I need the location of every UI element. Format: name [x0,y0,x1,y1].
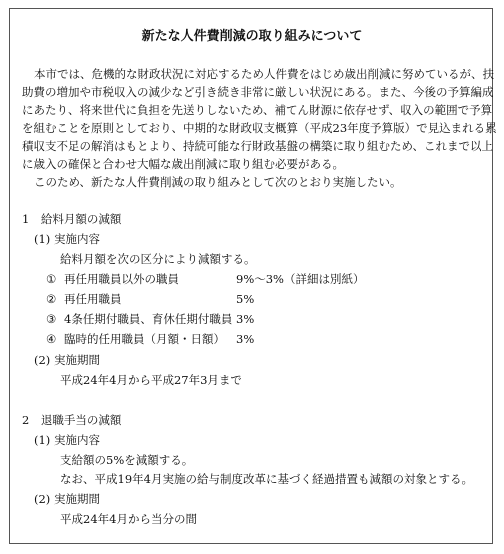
section2-sub1-note: なお、平成19年4月実施の給与制度改革に基づく経過措置も減額の対象とする。 [60,472,473,486]
item-number: ① [46,272,57,286]
section1-sub1-heading: (1) 実施内容 [34,232,100,246]
item-label: 再任用職員 [64,292,122,306]
item-label: 4条任期付職員、育休任期付職員 [64,312,233,326]
item-number: ④ [46,332,57,346]
intro-line-1: 本市では、危機的な財政状況に対応するため人件費をはじめ歳出削減に努めているが、扶 [34,67,494,81]
section2-sub1-heading: (1) 実施内容 [34,433,100,447]
intro-line-4: を組むことを原則としており、中期的な財政収支概算（平成23年度予算版）で見込まれる累 [22,121,497,135]
intro-line-6: に歳入の確保と合わせ大幅な歳出削減に取り組む必要がある。 [22,157,344,171]
intro-line-2: 助費の増加や市税収入の減少など引き続き非常に厳しい状況にある。また、今後の予算編成 [22,85,494,99]
section2-heading: 2 退職手当の減額 [22,413,122,427]
item-label: 再任用職員以外の職員 [64,272,179,286]
section2-sub2-text: 平成24年4月から当分の間 [60,512,197,526]
section2-sub1-text: 支給額の5%を減額する。 [60,453,194,467]
item-label: 臨時的任用職員（月額・日額） [64,332,225,346]
section1-sub2-text: 平成24年4月から平成27年3月まで [60,373,242,387]
item-value: 9%～3%（詳細は別紙） [236,272,365,286]
section1-heading: 1 給料月額の減額 [22,212,122,226]
intro-line-5: 積収支不足の解消はもとより、持続可能な行財政基盤の構築に取り組むため、これまで以上 [22,139,494,153]
document-title: 新たな人件費削減の取り組みについて [141,29,363,44]
item-value: 3% [236,332,255,346]
item-number: ② [46,292,57,306]
intro-line-7: このため、新たな人件費削減の取り組みとして次のとおり実施したい。 [34,175,402,189]
intro-line-3: にあたり、将来世代に負担を先送りしないため、補てん財源に依存せず、収入の範囲で予算 [22,103,493,117]
section1-sub2-heading: (2) 実施期間 [34,353,100,367]
item-value: 3% [236,312,255,326]
item-value: 5% [236,292,255,306]
section2-sub2-heading: (2) 実施期間 [34,492,100,506]
section1-sub1-text: 給料月額を次の区分により減額する。 [60,252,256,266]
item-number: ③ [46,312,57,326]
